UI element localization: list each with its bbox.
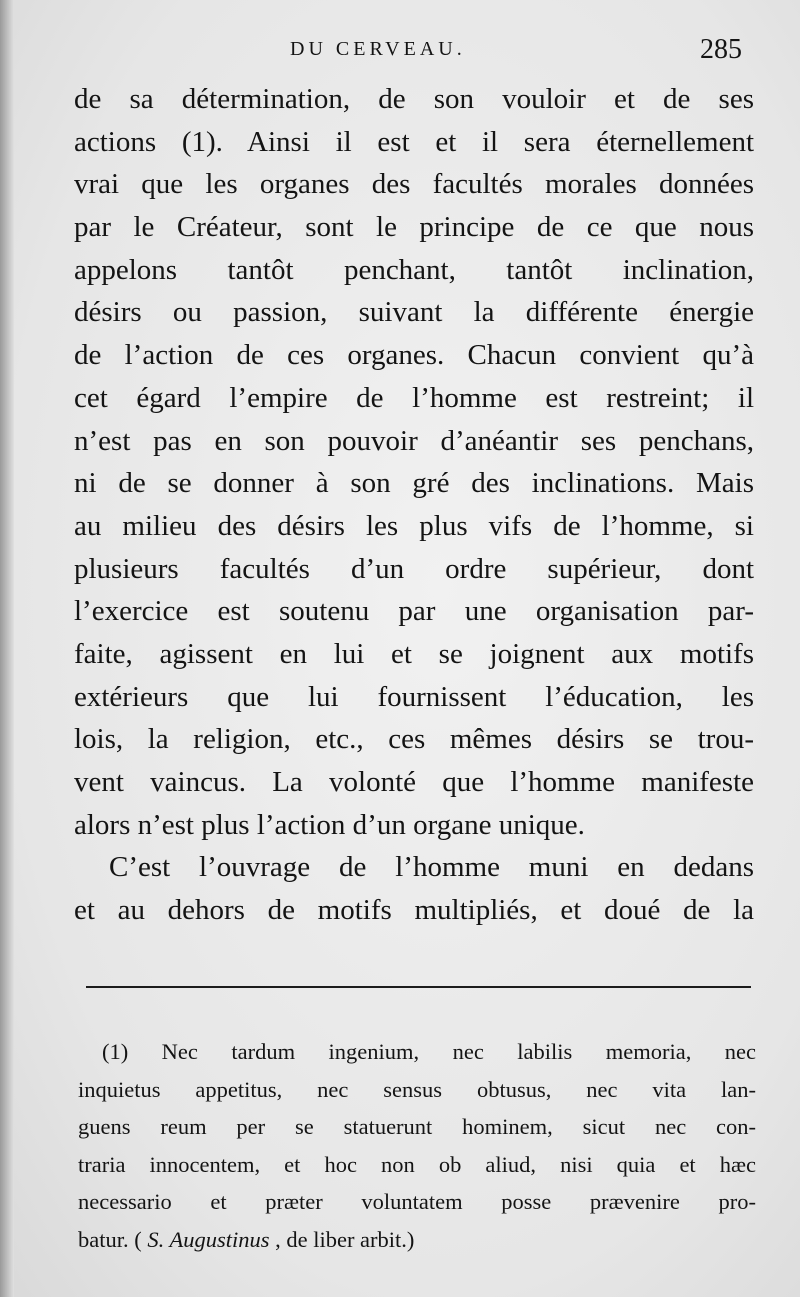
text-line: actions (1). Ainsi il est et il sera éternellement	[74, 125, 754, 158]
footnote-text: , de liber arbit.)	[275, 1226, 415, 1252]
footnote-last-line	[78, 1221, 756, 1259]
text-line: de sa détermination, de son vouloir et de ses	[74, 83, 754, 115]
text-line: alors n’est plus l’action d’un organe unique.	[74, 808, 585, 841]
text-line-paragraph-start: C’est l’ouvrage de l’homme muni en dedans	[109, 851, 754, 884]
text-line: désirs ou passion, suivant la différente énergie	[74, 296, 754, 329]
text-line: l’exercice est soutenu par une organisation par-	[74, 595, 754, 628]
footnote-line: inquietus appetitus, nec sensus obtusus, nec vita lan-	[78, 1076, 756, 1102]
footnote-author: S. Augustinus	[147, 1226, 270, 1252]
text-line: extérieurs que lui fournissent l’éducation, les	[74, 680, 754, 713]
text-line: plusieurs facultés d’un ordre supérieur, dont	[74, 552, 754, 585]
text-line: ni de se donner à son gré des inclinations. Mais	[74, 467, 754, 500]
footnote	[78, 1033, 756, 1259]
footnote-line: guens reum per se statuerunt hominem, sicut nec con-	[78, 1114, 756, 1140]
text-line: n’est pas en son pouvoir d’anéantir ses penchans,	[74, 424, 754, 457]
text-line: faite, agissent en lui et se joignent aux motifs	[74, 637, 754, 670]
text-line: au milieu des désirs les plus vifs de l’homme, si	[74, 509, 754, 542]
text-line: par le Créateur, sont le principe de ce que nous	[74, 211, 754, 244]
running-title: DU CERVEAU.	[290, 38, 466, 60]
text-line: appelons tantôt penchant, tantôt inclination,	[74, 253, 754, 286]
text-line: de l’action de ces organes. Chacun convient qu’à	[74, 339, 754, 372]
text-line: cet égard l’empire de l’homme est restreint; il	[74, 381, 754, 414]
text-line: vent vaincus. La volonté que l’homme manifeste	[74, 766, 754, 798]
footnote-line: necessario et præter voluntatem posse prævenire pro-	[78, 1189, 756, 1215]
page-gutter-shadow	[0, 0, 14, 1297]
text-line: lois, la religion, etc., ces mêmes désirs se trou-	[74, 723, 754, 756]
page-number: 285	[700, 34, 742, 65]
footnote-line: (1) Nec tardum ingenium, nec labilis memoria, nec	[102, 1039, 756, 1064]
footnote-divider	[86, 986, 751, 988]
footnote-text: batur. (	[78, 1226, 142, 1252]
text-line: vrai que les organes des facultés morales données	[74, 168, 754, 201]
text-line: et au dehors de motifs multipliés, et doué de la	[74, 894, 754, 927]
footnote-line: traria innocentem, et hoc non ob aliud, nisi quia et hæc	[78, 1151, 756, 1177]
main-text	[74, 78, 754, 932]
